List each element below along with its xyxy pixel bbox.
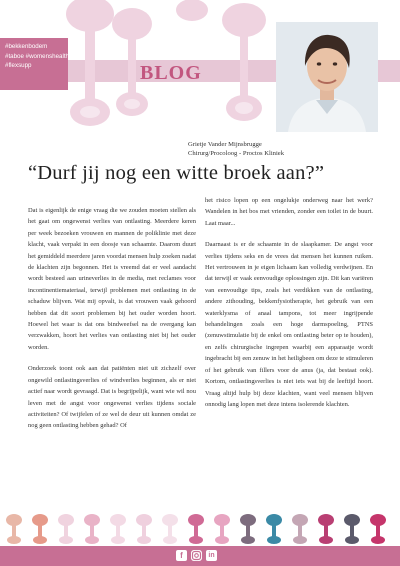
paragraph: Daarnaast is er de schaamte in de slaapkamer. De angst voor verlies tijdens seks en de vrees dat mensen het kunnen ruiken. Het vertrouwen in je eigen lichaam kan volledig verdwijnen. En dat terwijl er vaak eenvoudige oplossingen zijn. Dit kan variëren van eenvoudige tips, zoals het verdikken van de ontlasting, andere zithouding, bekkenfysiotherapie, het gebruik van een waterklysma of anaal tampons, tot meer ingrijpende behandelingen zoals een hoge darmspoeling, PTNS (zenuwstimulatie bij de enkel om ontlasting beter op te houden), en zelfs chirurgische ingrepen waarbij een apparaatje wordt ingebracht bij een zenuw in het heiligbeen om deze te stimuleren of het gebruik van fillers voor de anus (ja, dat bestaat ook). Kortom, ontlastingsverlies is niet iets wat bij de leeftijd hoort. Vraag altijd hulp bij deze klachten, want veel mensen blijven onnodig lang lopen met deze intens isolerende klachten. <box>205 241 373 408</box>
facebook-icon[interactable]: f <box>176 550 187 561</box>
left-column <box>28 205 196 442</box>
hashtag[interactable]: #taboe #womenshealth <box>5 52 69 60</box>
author-photo <box>276 22 378 132</box>
blog-label: BLOG <box>140 62 202 84</box>
portrait-illustration <box>276 22 378 132</box>
right-column <box>205 195 373 420</box>
hashtag[interactable]: #bekkenbodem <box>5 43 48 50</box>
paragraph: Onderzoek toont ook aan dat patiënten niet uit zichzelf over ongewild ontlastingsverlies of windverlies beginnen, als er niet actief naar wordt gevraagd. Dat is begrijpelijk, want wie wil nou leven met de angst voor ongewenst verlies tijdens sociale activiteiten? Of twijfelen of ze wel de deur uit kunnen omdat ze nog geen ontlasting hebben gehad? Of <box>28 365 196 430</box>
paragraph: Dat is eigenlijk de enige vraag die we zouden moeten stellen als het gaat om ongewenst verlies van ontlasting. Meerdere keren per week bezoeken vrouwen en mannen de poliklinie met deze klacht, vaak verpakt in een doosje van schaamte. Daarom duurt het gemiddeld meerdere jaren voordat mensen hulp zoeken nadat de klachten zijn begonnen. Het is vreemd dat er veel aandacht wordt besteed aan urineverlies in de media, met reclames voor incontinentiemateriaal, terwijl problemen met ontlasting in de schaduw blijven. Wat mij opvalt, is dat vrouwen vaak gehoord hebben dat dit soort problemen bij het ouder worden hoort. Hoewel het waar is dat ons bindweefsel na de overgang kan verzwakken, hoort het verlies van ontlasting niet bij het ouder worden. <box>28 207 196 351</box>
author-credit <box>188 140 388 158</box>
author-name: Grietje Vander Mijnsbrugge <box>188 141 262 148</box>
headline: “Durf jij nog een witte broek aan?” <box>28 162 325 184</box>
footer-illustration <box>0 510 400 546</box>
linkedin-icon[interactable]: in <box>206 550 217 561</box>
hashtag-box <box>0 38 68 90</box>
paragraph: het risico lopen op een ongelukje onderweg naar het werk? Wandelen in het bos met vrienden, zonder een toilet in de buurt. Laat maar... <box>205 197 373 227</box>
hashtag[interactable]: #flexsupp <box>5 62 32 69</box>
instagram-icon[interactable] <box>191 550 202 561</box>
author-title: Chirurg/Procoloog - Proctos Kliniek <box>188 150 285 157</box>
footer-bar <box>0 546 400 566</box>
